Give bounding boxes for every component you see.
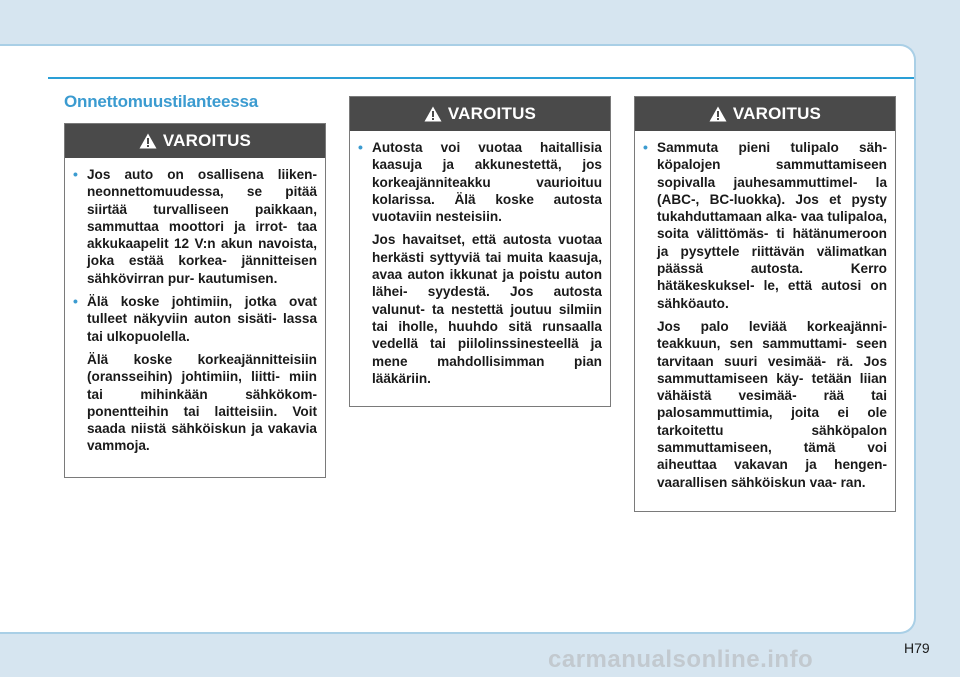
page-number: H79 bbox=[904, 640, 930, 656]
bullet-dot-icon: • bbox=[643, 139, 648, 155]
warning-header bbox=[65, 124, 325, 158]
bullet-dot-icon: • bbox=[73, 293, 78, 310]
bullet-item bbox=[73, 166, 317, 287]
watermark: carmanualsonline.info bbox=[548, 646, 814, 673]
paragraph: Jos palo leviää korkeajänni- teakkuun, sen sammuttami- seen tarvitaan suuri vesimää- rä. Jos sammuttamiseen käy- tetään liian vähäistä vesimää- rää tai palosammuttimia, joita ei ole tarkoitettu sähköpalon sammuttamiseen, tämä voi aiheuttaa vakavan ja hengen- vaarallisen sähköiskun vaa- ran. bbox=[657, 318, 887, 490]
top-rule bbox=[48, 77, 914, 79]
warning-triangle-icon bbox=[139, 133, 157, 149]
bullet-dot-icon: • bbox=[73, 166, 78, 182]
bullet-text: Sammuta pieni tulipalo säh- köpalojen sammuttamiseen sopivalla jauhesammuttimel- la (ABC-, BC-luokka). Jos et pysty tukahduttamaan alka- vaa tulipaloa, soita välittömäs- ti hätänumeroon ja pysyttele riittävän välimatkan päässä autosta. Kerro hätäkeskuksel- le, että autosi on sähköauto. bbox=[657, 140, 887, 311]
bullet-text: Älä koske johtimiin, jotka ovat tulleet näkyviin auton sisäti- lassa tai ulkopuolella. bbox=[87, 294, 317, 344]
warning-triangle-icon bbox=[424, 106, 442, 122]
bullet-item bbox=[643, 139, 887, 312]
warning-body bbox=[65, 158, 325, 471]
warning-box-2 bbox=[349, 96, 611, 407]
paragraph: Jos havaitset, että autosta vuotaa herkästi syttyviä tai muita kaasuja, avaa auton ikkunat ja poistu auton lähei- syydestä. Jos autosta valunut- ta nestettä joutuu silmiin tai iholle, huuhdo sitä runsaalla vedellä tai piilolinssinesteellä ja mene mahdollisimman pian lääkäriin. bbox=[372, 232, 602, 386]
warning-triangle-icon bbox=[709, 106, 727, 122]
bullet-text: Jos auto on osallisena liiken- neonnettomuudessa, se pitää siirtää turvalliseen paikkaan, sammuttaa moottori ja irrot- taa akkukaapelit 12 V:n akun navoista, joka estää korkea- jännitteisen sähkövirran pur- kautumisen. bbox=[87, 167, 317, 286]
bullet-dot-icon: • bbox=[358, 139, 363, 155]
warning-label: VAROITUS bbox=[162, 131, 252, 150]
bullet-item bbox=[358, 139, 602, 225]
section-title: Onnettomuustilanteessa bbox=[64, 92, 258, 111]
warning-box-3 bbox=[634, 96, 896, 512]
warning-label: VAROITUS bbox=[447, 104, 537, 123]
paragraph: Älä koske korkeajännitteisiin (oransseihin) johtimiin, liitti- miin tai mihinkään sähkökom- ponentteihin tai laitteisiin. Voit saada niistä sähköiskun ja vakavia vammoja. bbox=[87, 351, 317, 454]
warning-box-1 bbox=[64, 123, 326, 478]
warning-label: VAROITUS bbox=[732, 104, 822, 123]
warning-header bbox=[350, 97, 610, 131]
warning-body bbox=[635, 131, 895, 507]
warning-header bbox=[635, 97, 895, 131]
bullet-item bbox=[73, 293, 317, 345]
warning-body bbox=[350, 131, 610, 403]
bullet-text: Autosta voi vuotaa haitallisia kaasuja ja akkunestettä, jos korkeajänniteakku vaurioituu kolarissa. Älä koske autosta vuotaviin nesteisiin. bbox=[372, 140, 602, 225]
